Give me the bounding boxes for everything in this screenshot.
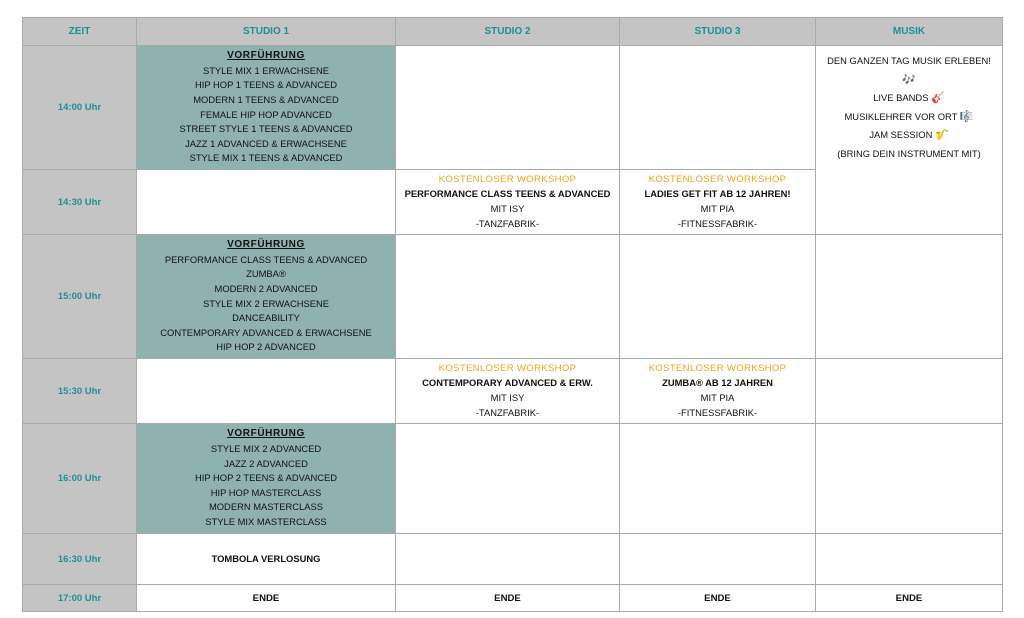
row-1530 (23, 359, 1003, 424)
workshop-title: ZUMBA® AB 12 JAHREN (662, 377, 773, 389)
musik-line-5: (BRING DEIN INSTRUMENT MIT) (837, 147, 981, 159)
empty-cell (137, 170, 396, 235)
time-1400: 14:00 Uhr (23, 46, 137, 170)
time-1600: 16:00 Uhr (23, 424, 137, 534)
saxophone-icon: 🎷 (934, 128, 949, 141)
demo-heading: VORFÜHRUNG (227, 50, 305, 62)
header-musik: MUSIK (816, 18, 1003, 46)
music-notes-icon: 🎶 (902, 72, 916, 86)
row-1700 (23, 585, 1003, 612)
empty-cell (620, 46, 816, 170)
empty-cell (396, 46, 620, 170)
row-1630 (23, 534, 1003, 585)
workshop-cell-1430-studio-3 (620, 170, 816, 235)
tombola-label: TOMBOLA VERLOSUNG (211, 552, 321, 564)
demo-item: MODERN 1 TEENS & ADVANCED (193, 93, 339, 105)
empty-cell (816, 534, 1003, 585)
demo-heading: VORFÜHRUNG (227, 239, 305, 251)
schedule-table (22, 17, 1003, 612)
workshop-label: KOSTENLOSER WORKSHOP (438, 362, 577, 374)
ende-studio-3: ENDE (620, 585, 816, 612)
musik-line-4: JAM SESSION (869, 129, 933, 140)
workshop-title: CONTEMPORARY ADVANCED & ERW. (422, 377, 593, 389)
workshop-cell-1530-studio-3 (620, 359, 816, 424)
empty-cell (620, 424, 816, 534)
demo-item: CONTEMPORARY ADVANCED & ERWACHSENE (160, 326, 372, 338)
ende-musik: ENDE (816, 585, 1003, 612)
time-1630: 16:30 Uhr (23, 534, 137, 585)
header-studio-3: STUDIO 3 (620, 18, 816, 46)
workshop-trainer: MIT ISY (490, 392, 525, 403)
workshop-venue: -TANZFABRIK- (475, 217, 540, 229)
demo-item: HIP HOP 1 TEENS & ADVANCED (194, 79, 338, 91)
workshop-label: KOSTENLOSER WORKSHOP (648, 173, 787, 185)
empty-cell (816, 235, 1003, 359)
workshop-label: KOSTENLOSER WORKSHOP (438, 173, 577, 185)
workshop-cell-1430-studio-2 (396, 170, 620, 235)
demo-item: PERFORMANCE CLASS TEENS & ADVANCED (164, 253, 368, 265)
workshop-trainer: MIT PIA (700, 203, 735, 214)
demo-item: HIP HOP MASTERCLASS (210, 486, 322, 498)
demo-item: STYLE MIX MASTERCLASS (205, 515, 327, 527)
time-1500: 15:00 Uhr (23, 235, 137, 359)
demo-item: DANCEABILITY (232, 312, 300, 324)
time-1530: 15:30 Uhr (23, 359, 137, 424)
header-studio-1: STUDIO 1 (137, 18, 396, 46)
demo-item: MODERN MASTERCLASS (208, 501, 324, 513)
row-1600 (23, 424, 1003, 534)
demo-item: STREET STYLE 1 TEENS & ADVANCED (179, 123, 353, 135)
demo-heading: VORFÜHRUNG (227, 428, 305, 440)
empty-cell (620, 235, 816, 359)
header-row (23, 18, 1003, 46)
demo-cell-1500 (137, 235, 396, 359)
header-studio-2: STUDIO 2 (396, 18, 620, 46)
workshop-title: LADIES GET FIT AB 12 JAHREN! (644, 188, 791, 200)
workshop-venue: -FITNESSFABRIK- (677, 217, 758, 229)
musik-cell (816, 46, 1003, 235)
demo-cell-1400 (137, 46, 396, 170)
demo-item: STYLE MIX 1 TEENS & ADVANCED (189, 152, 343, 164)
musik-line-2: LIVE BANDS (873, 92, 929, 103)
demo-item: STYLE MIX 2 ERWACHSENE (202, 297, 330, 309)
row-1500 (23, 235, 1003, 359)
empty-cell (396, 424, 620, 534)
tombola-cell (137, 534, 396, 585)
demo-cell-1600 (137, 424, 396, 534)
empty-cell (620, 534, 816, 585)
empty-cell (396, 235, 620, 359)
demo-item: ZUMBA® (246, 268, 286, 280)
musik-line-3: MUSIKLEHRER VOR ORT (844, 110, 958, 122)
workshop-trainer: MIT ISY (490, 203, 525, 214)
workshop-venue: -TANZFABRIK- (475, 406, 540, 418)
demo-item: JAZZ 2 ADVANCED (224, 457, 308, 469)
time-1430: 14:30 Uhr (23, 170, 137, 235)
workshop-venue: -FITNESSFABRIK- (677, 406, 758, 418)
workshop-title: PERFORMANCE CLASS TEENS & ADVANCED (404, 188, 611, 200)
guitar-icon: 🎸 (931, 91, 945, 104)
demo-item: STYLE MIX 2 ADVANCED (210, 443, 322, 455)
demo-item: HIP HOP 2 ADVANCED (216, 341, 316, 353)
empty-cell (137, 359, 396, 424)
workshop-cell-1530-studio-2 (396, 359, 620, 424)
empty-cell (816, 359, 1003, 424)
musical-score-icon: 🎼 (959, 109, 974, 123)
demo-item: HIP HOP 2 TEENS & ADVANCED (194, 472, 338, 484)
ende-studio-1: ENDE (137, 585, 396, 612)
demo-item: STYLE MIX 1 ERWACHSENE (202, 64, 330, 76)
empty-cell (396, 534, 620, 585)
demo-item: FEMALE HIP HOP ADVANCED (200, 108, 332, 120)
header-zeit: ZEIT (23, 18, 137, 46)
row-1400 (23, 46, 1003, 170)
demo-item: JAZZ 1 ADVANCED & ERWACHSENE (185, 137, 347, 149)
demo-item: MODERN 2 ADVANCED (214, 282, 318, 294)
ende-studio-2: ENDE (396, 585, 620, 612)
musik-line-1: DEN GANZEN TAG MUSIK ERLEBEN! (827, 55, 991, 66)
workshop-label: KOSTENLOSER WORKSHOP (648, 362, 787, 374)
time-1700: 17:00 Uhr (23, 585, 137, 612)
workshop-trainer: MIT PIA (700, 392, 735, 403)
empty-cell (816, 424, 1003, 534)
